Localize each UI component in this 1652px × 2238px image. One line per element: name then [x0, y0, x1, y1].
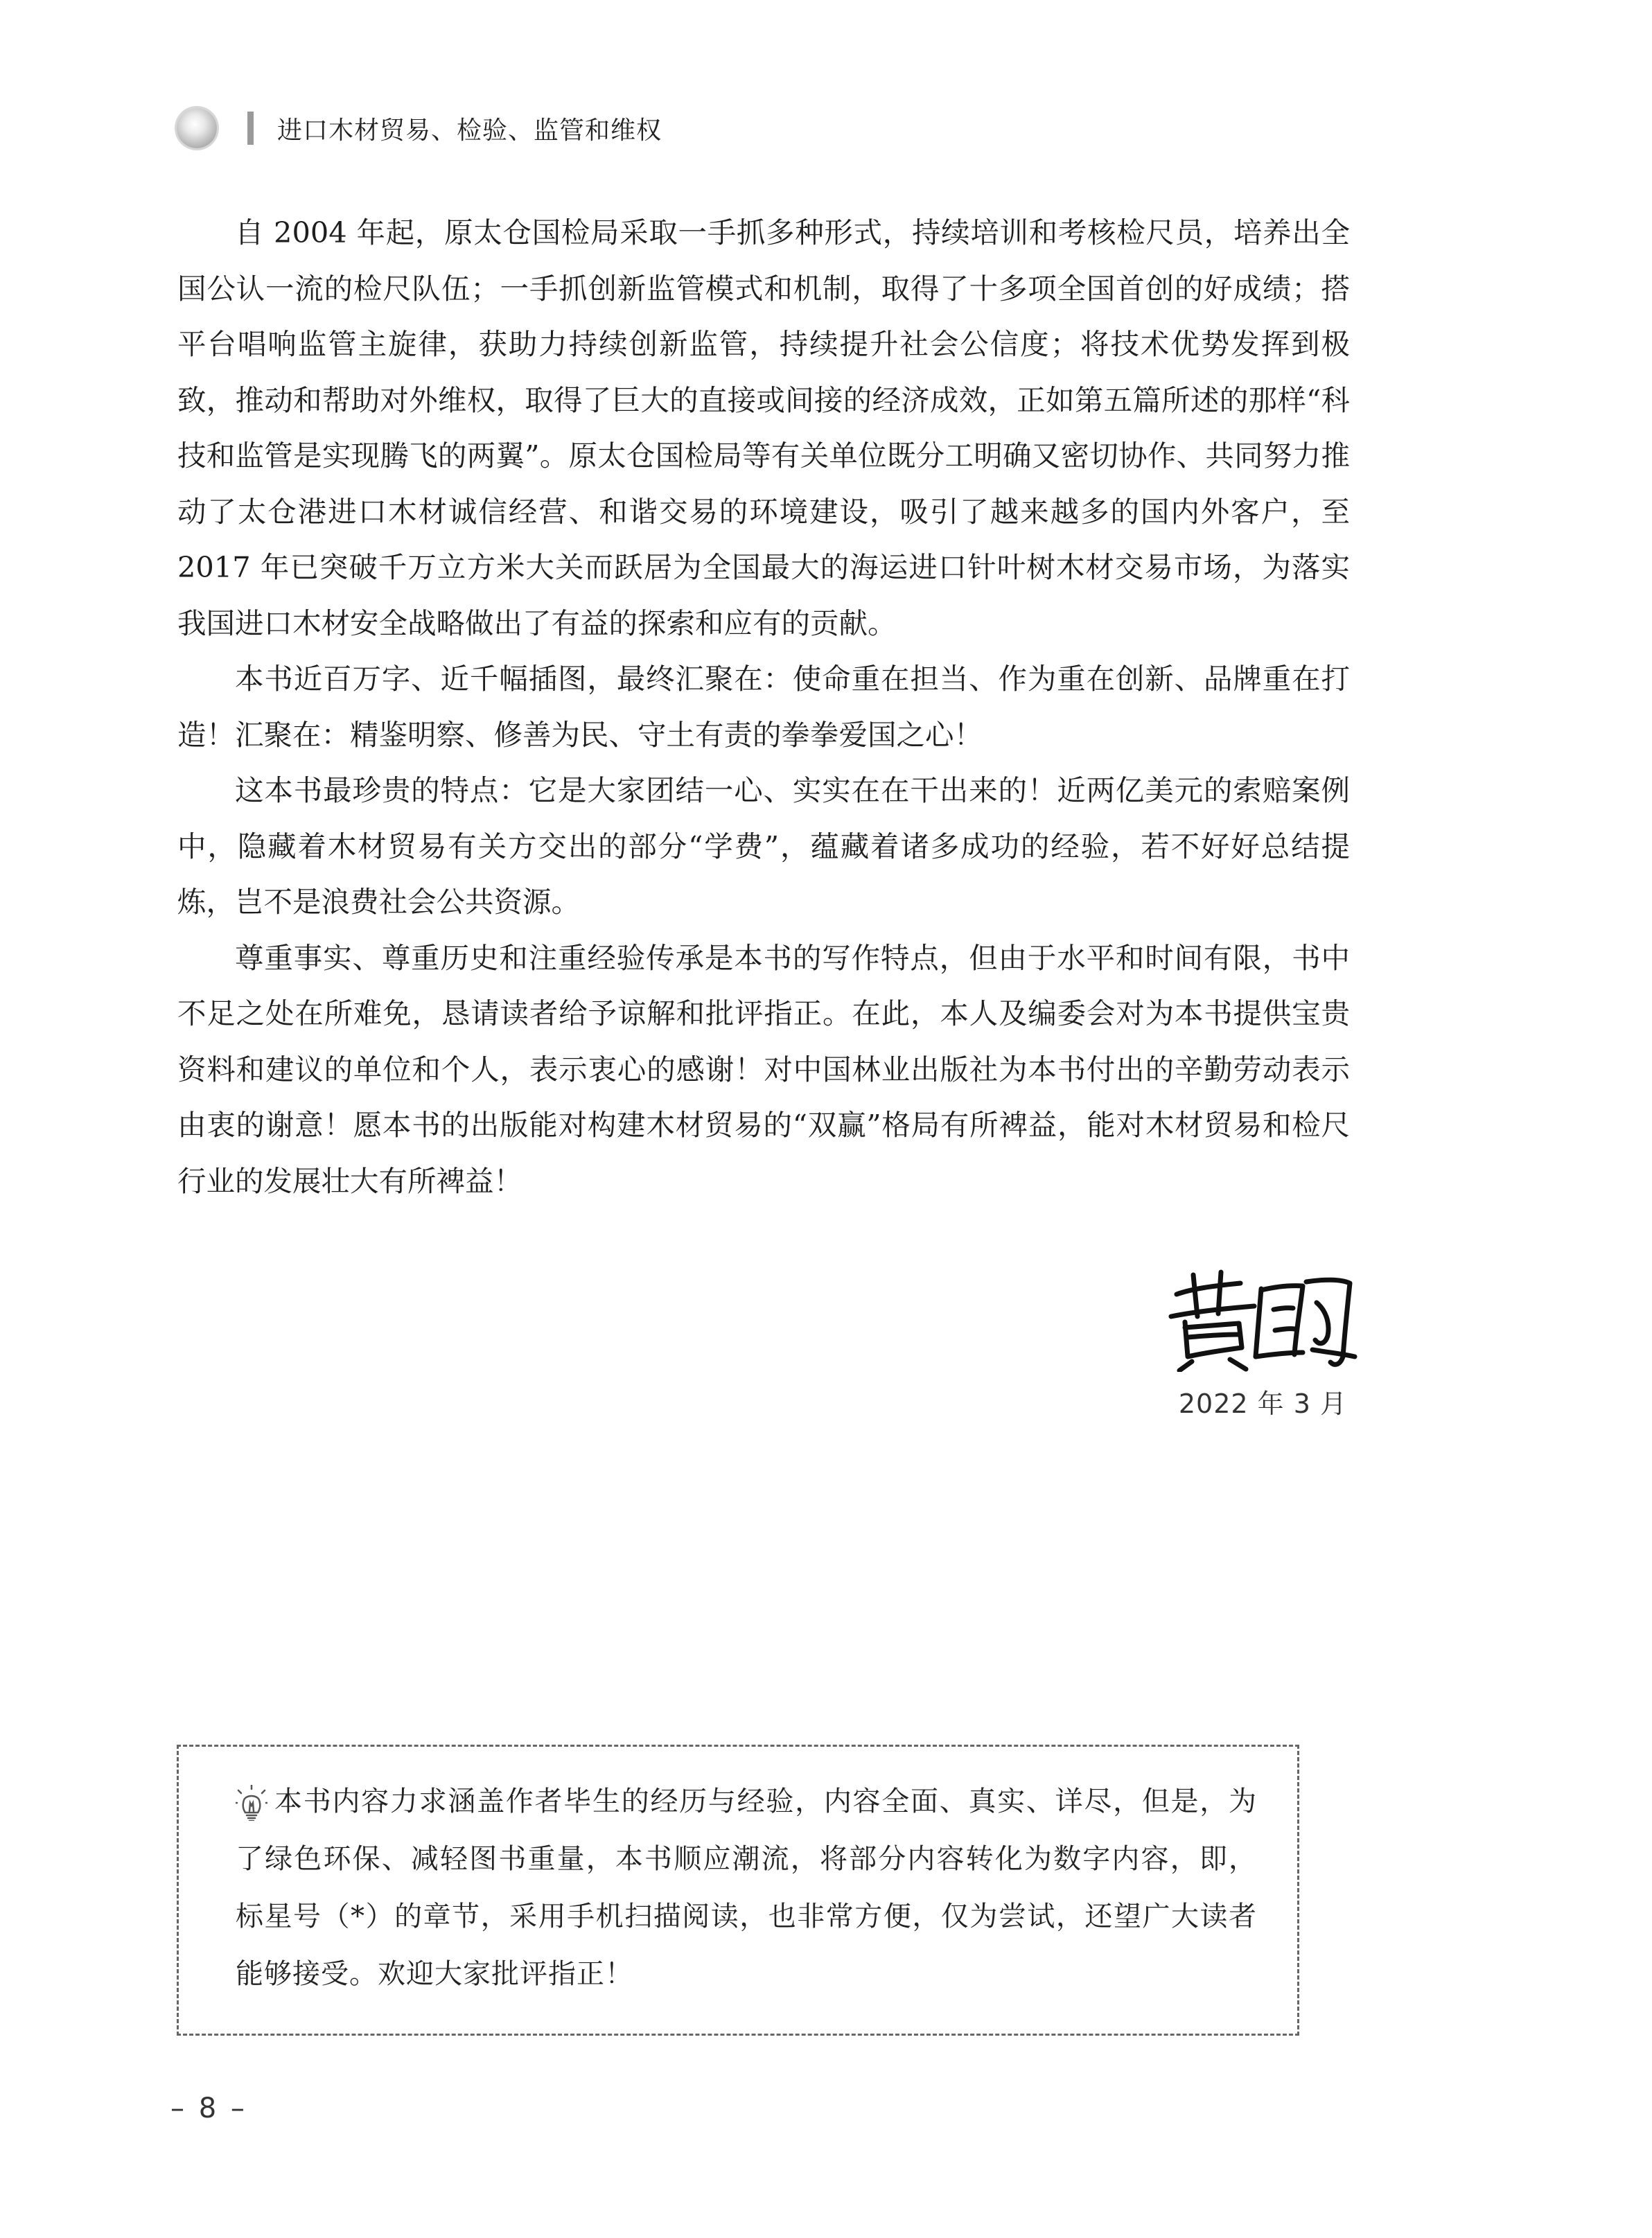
running-header — [177, 104, 662, 152]
body-paragraph: 本书近百万字、近千幅插图，最终汇聚在：使命重在担当、作为重在创新、品牌重在打造！汇聚在：精鉴明察、修善为民、守土有责的拳拳爱国之心！ — [177, 662, 1350, 752]
notice-text: 本书内容力求涵盖作者毕生的经历与经验，内容全面、真实、详尽，但是，为了绿色环保、减轻图书重量，本书顺应潮流，将部分内容转化为数字内容，即，标星号（*）的章节，采用手机扫描阅读，也非常方便，仅为尝试，还望广大读者能够接受。欢迎大家批评指正！ — [236, 1786, 1257, 1990]
notice-box — [177, 1745, 1299, 2036]
signature-date: 2022 年 3 月 — [1178, 1389, 1347, 1419]
page-number: – 8 – — [170, 2092, 247, 2124]
body-text — [177, 205, 1350, 1209]
header-divider-bar — [247, 112, 254, 145]
body-paragraph: 尊重事实、尊重历史和注重经验传承是本书的写作特点，但由于水平和时间有限，书中不足之处在所难免，恳请读者给予谅解和批评指正。在此，本人及编委会对为本书提供宝贵资料和建议的单位和个人，表示衷心的感谢！对中国林业出版社为本书付出的辛勤劳动表示由衷的谢意！愿本书的出版能对构建木材贸易的“双赢”格局有所裨益，能对木材贸易和检尺行业的发展壮大有所裨益！ — [177, 940, 1350, 1198]
body-paragraph: 自 2004 年起，原太仓国检局采取一手抓多种形式，持续培训和考核检尺员，培养出全国公认一流的检尺队伍；一手抓创新监管模式和机制，取得了十多项全国首创的好成绩；搭平台唱响监管主旋律，获助力持续创新监管，持续提升社会公信度；将技术优势发挥到极致，推动和帮助对外维权，取得了巨大的直接或间接的经济成效，正如第五篇所述的那样“科技和监管是实现腾飞的两翼”。原太仓国检局等有关单位既分工明确又密切协作、共同努力推动了太仓港进口木材诚信经营、和谐交易的环境建设，吸引了越来越多的国内外客户，至 2017 年已突破千万立方米大关而跃居为全国最大的海运进口针叶树木材交易市场，为落实我国进口木材安全战略做出了有益的探索和应有的贡献。 — [177, 215, 1350, 640]
header-disc-icon — [177, 108, 217, 148]
lightbulb-icon — [236, 1785, 267, 1821]
body-paragraph: 这本书最珍贵的特点：它是大家团结一心、实实在在干出来的！近两亿美元的索赔案例中，隐藏着木材贸易有关方交出的部分“学费”，蕴藏着诸多成功的经验，若不好好总结提炼，岂不是浪费社会公共资源。 — [177, 773, 1350, 919]
author-signature — [1164, 1268, 1358, 1372]
running-header-title: 进口木材贸易、检验、监管和维权 — [277, 116, 662, 145]
